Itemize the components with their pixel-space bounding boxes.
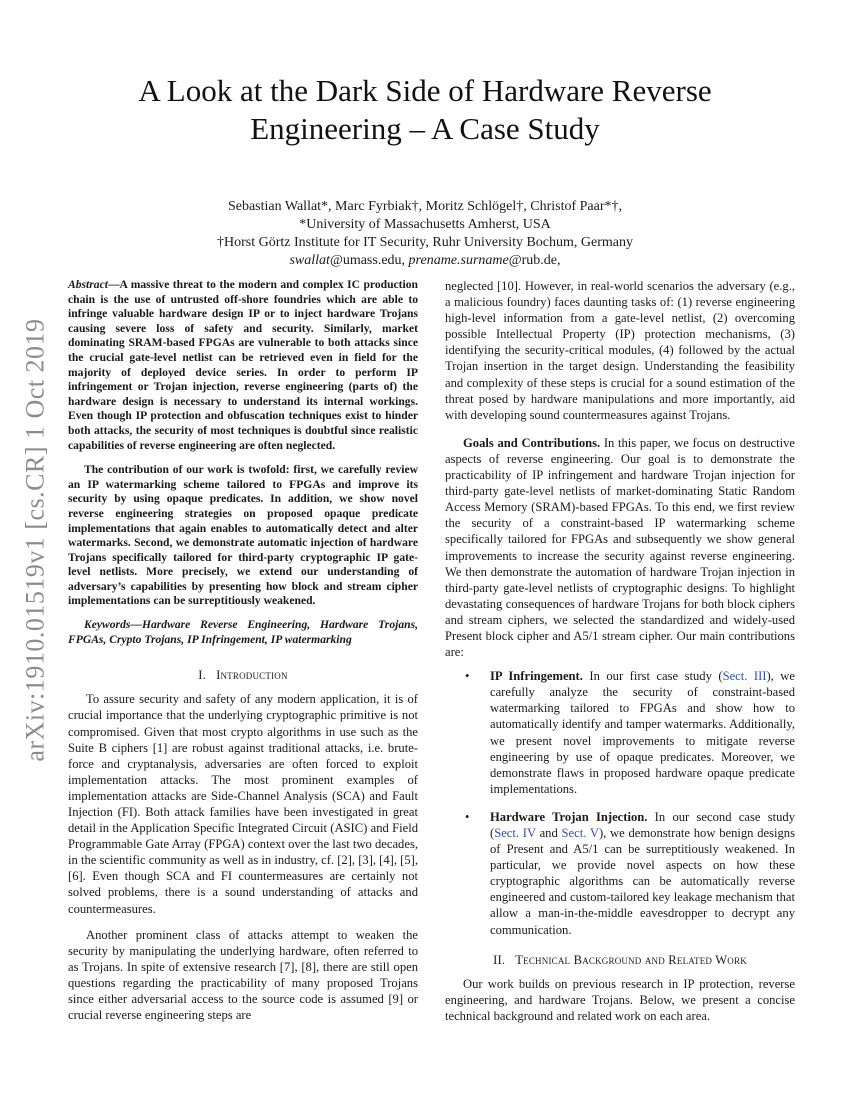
- ref-link-sect-v[interactable]: Sect. V: [561, 826, 599, 840]
- background-paragraph: Our work builds on previous research in IP protection, reverse engineering, and hardware Trojans. Below, we present a concise technical background and related work on each area.: [445, 976, 795, 1023]
- intro-paragraph-2: Another prominent class of attacks attempt to weaken the security by manipulating the underlying hardware, often referred to as Trojans. In spite of extensive research [7], [8], there are still open questions regarding the practicability of many proposed Trojans since either adversarial access to the source code is assumed [9] or crucial reverse engineering steps are: [68, 927, 418, 1023]
- section-2-heading: [445, 952, 795, 968]
- bullet-2-text: ), we demonstrate how benign designs of Present and A5/1 can be surreptitiously weakened. In particular, we provide novel aspects on how these cryptographic algorithms can be automatically reverse engineered and custom-tailored key leakage mechanism that allow a man-in-the-middle eavesdropper to decrypt any communication.: [490, 826, 795, 937]
- goals-text: In this paper, we focus on destructive aspects of reverse engineering. Our goal is to demonstrate the practicability of IP infringement and hardware Trojan injection for third-party gate-level netlists of market-dominating Static Random Access Memory (SRAM)-based FPGAs. To this end, we first review the security of a constraint-based IP watermarking scheme specifically tailored for FPGAs and subsequently we show general improvements to increase the security against reverse engineering. We then demonstrate the automation of hardware Trojan injection in third-party gate-level netlists of cryptographic designs. To highlight devastating consequences of hardware Trojans for both block ciphers and stream ciphers, we selected the standardized and widely-used Present block cipher and A5/1 stream cipher. Our main contributions are:: [445, 435, 795, 660]
- section-2-number: II.: [493, 952, 506, 967]
- left-column: [68, 278, 418, 1023]
- ref-link-sect-iii[interactable]: Sect. III: [722, 669, 767, 684]
- bullet-2-pre: In our second case study (: [490, 809, 796, 840]
- abstract-lead: Abstract: [68, 278, 108, 291]
- affiliation-rub: †Horst Görtz Institute for IT Security, Ruhr University Bochum, Germany: [216, 235, 634, 250]
- keywords: Keywords—Hardware Reverse Engineering, Hardware Trojans, FPGAs, Crypto Trojans, IP Infringement, IP watermarking: [68, 618, 418, 646]
- abstract-text: —A massive threat to the modern and complex IC production chain is the use of untrusted off-shore foundries which are able to infringe valuable hardware design IP or to inject hardware Trojans causing severe loss of safety and security. Similarly, market dominating SRAM-based FPGAs are vulnerable to both attacks since the crucial gate-level netlist can be retrieved even in field for the majority of deployed device series. In order to perform IP infringement or Trojan injection, reverse engineering (parts of) the hardware design is necessary to understand its internal workings. Even though IP protection and obfuscation techniques exist to hinder both attacks, the security of most techniques is doubtful since realistic capabilities of reverse engineering are often neglected.: [68, 278, 418, 452]
- email-user-umass: swallat: [289, 253, 330, 268]
- section-1-number: I.: [198, 668, 207, 683]
- list-item: [445, 809, 795, 938]
- bullet-icon: •: [465, 809, 470, 824]
- email-user-rub: prename.surname: [408, 253, 509, 268]
- abstract-paragraph: [68, 278, 418, 453]
- author-names: Sebastian Wallat*, Marc Fyrbiak†, Moritz Schlögel†, Christof Paar*†,: [227, 199, 623, 214]
- section-1-heading: [68, 667, 418, 683]
- bullet-1-lead: IP Infringement.: [490, 669, 583, 684]
- email-domain-umass: @umass.edu,: [329, 253, 409, 268]
- bullet-icon: •: [465, 669, 470, 684]
- author-block: [60, 198, 790, 270]
- list-item: [445, 668, 795, 797]
- goals-paragraph: [445, 435, 795, 660]
- bullet-1-pre: In our first case study (: [582, 669, 723, 684]
- section-2-title: Technical Background and Related Work: [515, 952, 747, 967]
- goals-lead: Goals and Contributions.: [463, 435, 601, 450]
- section-1-title: Introduction: [216, 668, 288, 683]
- email-domain-rub: @rub.de,: [508, 253, 561, 268]
- arxiv-identifier: arXiv:1910.01519v1 [cs.CR] 1 Oct 2019: [21, 318, 50, 762]
- ref-link-sect-iv[interactable]: Sect. IV: [494, 826, 536, 840]
- bullet-2-lead: Hardware Trojan Injection.: [490, 809, 648, 824]
- continued-paragraph: neglected [10]. However, in real-world scenarios the adversary (e.g., a malicious foundry) faces daunting tasks of: (1) reverse engineering high-level information from a gate-level netlist, (2) overcoming possible Intellectual Property (IP) protection mechanisms, (3) identifying the security-critical modules, (4) followed by the actual Trojan insertion in the target design. Understanding the feasibility and complexity of these steps is crucial for a sound estimation of the threat posed by hardware manipulations and more importantly, aid with developing sound countermeasures against Trojans.: [445, 279, 795, 422]
- bullet-2-mid: and: [535, 826, 562, 840]
- right-column: [445, 278, 795, 1024]
- paper-title: A Look at the Dark Side of Hardware Reverse Engineering – A Case Study: [138, 73, 712, 146]
- author-emails: [60, 252, 790, 270]
- intro-paragraph-1: To assure security and safety of any modern application, it is of crucial importance that the underlying cryptographic primitive is not compromised. Given that most crypto algorithms in use such as the Suite B ciphers [1] are robust against traditional attacks, i.e. brute-force and cryptanalysis, adversaries are often forced to exploit implementation attacks. The most prominent examples of implementation attacks are Side-Channel Analysis (SCA) and Fault Injection (FI). Both attack families have been investigated in great detail in the Application Specific Integrated Circuit (ASIC) and Field Programmable Gate Array (FPGA) context over the last two decades, in the scientific community as well as in industry, cf. [2], [3], [4], [5], [6]. Even though SCA and FI countermeasures are certainly not solved problems, there is a sound understanding of attacks and countermeasures.: [68, 692, 418, 916]
- bullet-1-text: ), we carefully analyze the security of constraint-based watermarking tailored to FPGAs and show how to automatically identify and tamper watermarks. Additionally, we present novel improvements to mitigate reverse engineering by use of opaque predicates. Moreover, we demonstrate flaws in proposed hardware opaque predicate implementations.: [490, 669, 795, 796]
- arxiv-sidebar-stamp: [14, 280, 58, 800]
- affiliation-umass: *University of Massachusetts Amherst, USA: [299, 217, 551, 232]
- contributions-list: [445, 668, 795, 938]
- contribution-paragraph: The contribution of our work is twofold: first, we carefully review an IP watermarking scheme tailored to FPGAs and improve its security by using opaque predicates. In addition, we show novel reverse engineering strategies on proposed opaque predicate implementations that again enables to automatically detect and alter watermarks. Second, we demonstrate automatic injection of hardware Trojans specifically tailored for third-party cryptographic IP gate-level netlists. More precisely, we extend our understanding of adversary’s capabilities by presenting how block and stream cipher implementations can be surreptitiously weakened.: [68, 463, 418, 608]
